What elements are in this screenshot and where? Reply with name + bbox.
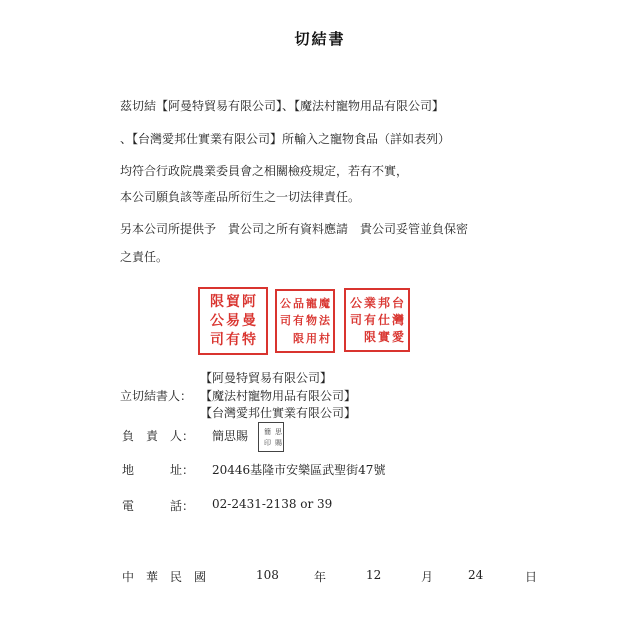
svg-text:賜: 賜	[275, 439, 282, 447]
date-day: 24	[468, 568, 484, 582]
date-era-label: 中 華 民 國	[122, 570, 207, 584]
date-day-label: 日	[525, 570, 538, 584]
address-value: 20446基隆市安樂區武聖街47號	[212, 463, 386, 477]
svg-text:思: 思	[275, 428, 282, 436]
phone-value: 02-2431-2138 or 39	[212, 497, 333, 511]
paragraph-line-4: 本公司願負該等產品所衍生之一切法律責任。	[120, 190, 361, 204]
personal-seal	[258, 422, 284, 452]
taiwan-aibangshi-seal: 台 灣 愛 邦 仕 實 業 有 限 公 司	[344, 288, 410, 352]
phone-label: 電 話：	[122, 499, 195, 513]
paragraph-line-3: 均符合行政院農業委員會之相關檢疫規定，若有不實，	[120, 164, 409, 178]
date-month-label: 月	[421, 570, 434, 584]
magic-village-seal: 魔 法 村 寵 物 用 品 有 限 公 司	[275, 289, 335, 353]
date-year-label: 年	[314, 570, 327, 584]
address-label: 地 址：	[122, 463, 195, 477]
responsible-label: 負 責 人：	[122, 429, 195, 443]
signatory-company-2: 【魔法村寵物用品有限公司】	[200, 389, 357, 403]
document-title: 切結書	[294, 30, 346, 48]
date-month: 12	[366, 568, 382, 582]
paragraph-line-6: 之責任。	[120, 250, 169, 264]
paragraph-line-2: 、【台灣愛邦仕實業有限公司】所輸入之寵物食品（詳如表列）	[120, 132, 451, 146]
paragraph-line-1: 茲切結【阿曼特貿易有限公司】、【魔法村寵物用品有限公司】	[120, 99, 445, 113]
amante-seal: 阿 曼 特 貿 易 有 限 公 司	[198, 287, 268, 355]
svg-text:印: 印	[264, 439, 271, 447]
paragraph-line-5: 另本公司所提供予 貴公司之所有資料應請 貴公司妥管並負保密	[120, 222, 469, 236]
responsible-name: 簡思賜	[212, 429, 249, 443]
signatory-company-3: 【台灣愛邦仕實業有限公司】	[200, 406, 357, 420]
signatory-company-1: 【阿曼特貿易有限公司】	[200, 371, 333, 385]
signatory-label: 立切結書人：	[120, 389, 193, 403]
svg-text:簡: 簡	[264, 428, 271, 436]
date-year: 108	[256, 568, 279, 582]
